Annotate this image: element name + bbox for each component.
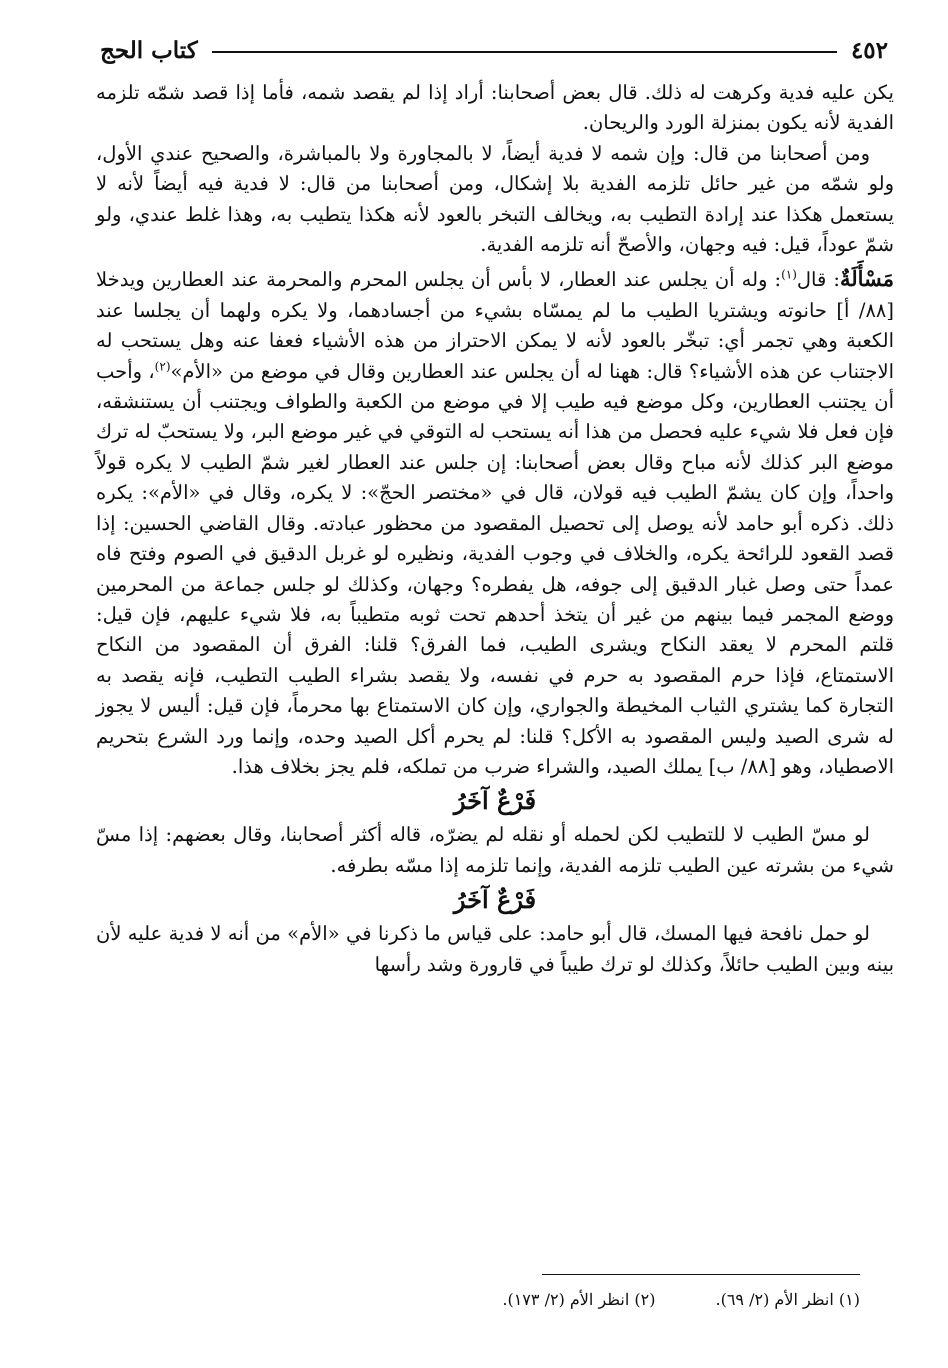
book-title: كتاب الحج — [100, 36, 198, 64]
footnotes — [300, 1290, 860, 1309]
footnote-marker-2[interactable]: (٢) — [154, 359, 171, 374]
main-text — [96, 78, 894, 980]
far1-paragraph: لو مسّ الطيب لا للتطيب لكن لحمله أو نقله لم يضرّه، قاله أكثر أصحابنا، وقال بعضهم: إذا مسّ شيء من بشرته عين الطيب تلزمه الفدية، وإنما تلزمه إذا مسّه بطرفه. — [96, 823, 894, 877]
footnote-1: (١) انظر الأم (٢/ ٦٩). — [715, 1290, 860, 1309]
paragraph-2: ومن أصحابنا من قال: وإن شمه لا فدية أيضاً، لا بالمجاورة ولا بالمباشرة، والصحيح عندي الأول، ولو شمّه من غير حائل تلزمه الفدية بلا إشكال، ومن أصحابنا من قال: لا فدية فيه أيضاً لأنه لا يستعمل هكذا عند إرادة التطيب به، ويخالف التبخر بالعود لأنه هكذا يتطيب به، وهذا غلط عندي، ولو شمّ عوداً، قيل: فيه وجهان، والأصحّ أنه تلزمه الفدية. — [96, 141, 894, 257]
header-rule — [212, 51, 837, 53]
paragraph-1: يكن عليه فدية وكرهت له ذلك. قال بعض أصحابنا: أراد إذا لم يقصد شمه، فأما إذا قصد شمّه تلزمه الفدية لأنه يكون بمنزلة الورد والريحان. — [96, 81, 894, 135]
footnote-2: (٢) انظر الأم (٢/ ١٧٣). — [502, 1290, 656, 1309]
masala-label: مَسْأَلَةٌ — [839, 266, 894, 292]
masala-text-a: : وله أن يجلس عند العطار، لا بأس أن يجلس المحرم والمحرمة عند العطارين ويدخلا [٨٨/ أ] حانوته ويشتريا الطيب ما لم يمسّاه بشيء من أجسادهما، ولا يكره ولهما أن يجلسا عند الكعبة وهي تجمر أي: تبخّر بالعود لأنه لا يمكن الاحتراز من هذه الأشياء فعفا عنه وهل يستحب له الاجتناب عن هذه الأشياء؟ قال: ههنا له أن يجلس عند العطارين وقال في موضع من «الأم» — [96, 268, 894, 383]
masala-paragraph — [96, 264, 894, 782]
footnote-separator — [542, 1274, 860, 1275]
far2-paragraph: لو حمل نافحة فيها المسك، قال أبو حامد: على قياس ما ذكرنا في «الأم» من أنه لا فدية عليه لأن بينه وبين الطيب حائلاً، وكذلك لو ترك طيباً في قارورة وشد رأسها — [96, 922, 894, 976]
running-header — [100, 30, 888, 70]
section-heading-far2: فَرْعٌ آخَرُ — [453, 885, 537, 915]
masala-lead: : قال — [796, 268, 840, 292]
masala-text-b: ، وأحب أن يجتنب العطارين، وكل موضع فيه طيب إلا في موضع من الكعبة والطواف ويجتنب أن يستنشقه، فإن فعل فلا شيء عليه فحصل من هذا أنه يستحب له التوقي في غير موضع البر، ولا يستحبّ له ترك موضع البر كذلك لأنه مباح وقال بعض أصحابنا: إن جلس عند العطار لغير شمّ الطيب لا يكره قولاً واحداً، وإن كان يشمّ الطيب فيه قولان، قال في «مختصر الحجّ»: لا يكره، وقال في «الأم»: يكره ذلك. ذكره أبو حامد لأنه يوصل إلى تحصيل المقصود من محظور عبادته. وقال القاضي الحسين: إذا قصد القعود للرائحة يكره، والخلاف في وجوب الفدية، ونظيره لو غربل الدقيق في الصوم وفتح فاه عمداً حتى وصل غبار الدقيق إلى جوفه، هل يفطره؟ وجهان، وكذلك لو جلس جماعة من المحرمين ووضع المجمر فيما بينهم من غير أن يتخذ أحدهم تحت ثوبه متطيباً به، فلا شيء عليهم، فإن قيل: قلتم المحرم لا يعقد النكاح ويشرى الطيب، فما الفرق؟ قلنا: الفرق أن المقصود من النكاح الاستمتاع، فإذا حرم المقصود به حرم في نفسه، ولا يقصد بشراء الطيب التطيب، فإنه يقصد به التجارة كما يشتري الثياب المخيطة والجواري، وإن كان الاستمتاع بها محرماً، فإن قيل: أليس لا يجوز له شرى الصيد وليس المقصود به الأكل؟ قلنا: لم يحرم أكل الصيد وحده، وإنما ورد الشرع بتحريم الاصطياد، وهو [٨٨/ ب] يملك الصيد، والشراء ضرب من تملكه، فلم يجز بخلاف هذا. — [96, 359, 894, 778]
page-number: ٤٥٢ — [850, 36, 888, 64]
section-heading-far1: فَرْعٌ آخَرُ — [453, 786, 537, 816]
footnote-marker-1[interactable]: (١) — [781, 267, 797, 282]
